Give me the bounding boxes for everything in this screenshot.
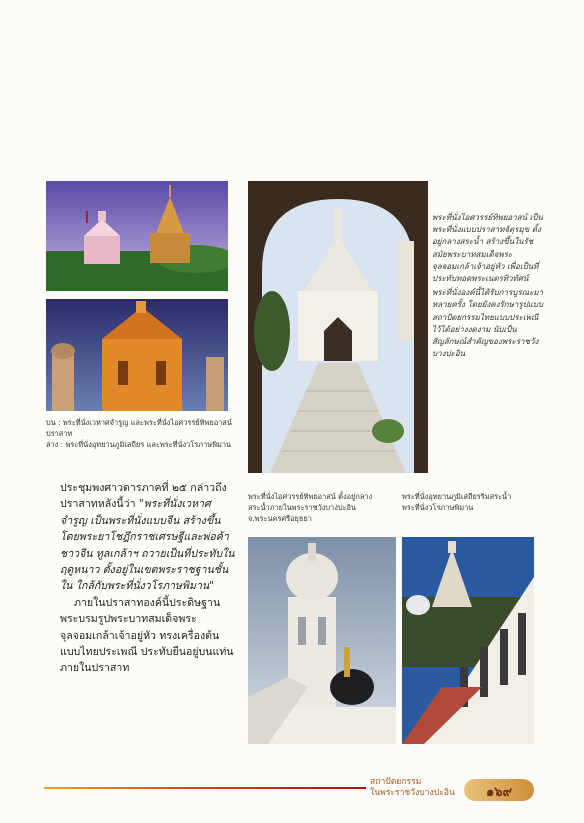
body-para2: ภายในปราสาทองค์นี้ประดิษฐานพระบรมรูปพระบาทสมเด็จพระจุลจอมเกล้าเจ้าอยู่หัว ทรงเครื่องต้นแบบไทยประเพณี ประทับยืนอยู่บนแท่นภายในปราสาท xyxy=(60,596,234,675)
photo-arcade-gallery xyxy=(402,537,534,744)
side-text-para2: พระที่นั่งองค์นี้ได้รับการบูรณะมาหลายครั้ง โดยยังคงรักษารูปแบบสถาปัตยกรรมไทยแบบประเพณีไว้ได้อย่างงดงาม นับเป็นสัญลักษณ์สำคัญของพระราชวังบางปะอิน xyxy=(432,288,544,359)
body-para1-quote: "พระที่นั่งเวหาศจำรูญ เป็นพระที่นั่งแบบจีน สร้างขึ้นโดยพระยาโชฎึกราชเศรษฐีและพ่อค้าชาวจีน ทูลเกล้าฯ ถวายเป็นที่ประทับในฤดูหนาว ตั้งอยู่ในเขตพระราชฐานชั้นใน ใกล้กับพระที่นั่งวโรภาษพิมาน" xyxy=(60,498,235,593)
caption-right-line1: พระที่นั่งอุทยานภูมิเสถียรริมสระน้ำ xyxy=(402,492,512,501)
caption-left-line3: ล่าง : พระที่นั่งอุทยานภูมิเสถียร และพระที่นั่งวโรภาษพิมาน xyxy=(46,440,232,449)
side-text-para1: พระที่นั่งไอศวรรย์ทิพยอาสน์ เป็นพระที่นั่งแบบปราสาทจัตุรมุข ตั้งอยู่กลางสระน้ำ สร้างขึ้นในรัชสมัยพระบาทสมเด็จพระจุลจอมเกล้าเจ้าอยู่หัว เพื่อเป็นที่ประทับทอดพระเนตรทิวทัศน์ xyxy=(432,213,543,284)
body-text-column xyxy=(60,480,236,770)
photo-golden-temple xyxy=(46,299,228,411)
caption-left-line2: ปราสาท xyxy=(46,429,73,438)
page-number: ๑๖๙ xyxy=(485,785,513,800)
photo-white-pavilion-arch xyxy=(248,181,428,473)
caption-left-photos xyxy=(46,417,236,450)
footer-title-line1: สถาปัตยกรรม xyxy=(370,777,422,787)
caption-mid-line3: จ.พระนครศรีอยุธยา xyxy=(248,514,312,523)
caption-mid-line1: พระที่นั่งไอศวรรย์ทิพยอาสน์ ตั้งอยู่กลาง xyxy=(248,492,373,501)
page-number-badge xyxy=(464,779,534,801)
side-text-column xyxy=(432,212,544,470)
body-para1-text: ประชุมพงศาวดารภาคที่ ๒๕ กล่าวถึงปราสาทหลังนี้ว่า xyxy=(60,482,227,511)
caption-mid-bottom xyxy=(248,491,398,524)
footer-section-title xyxy=(370,777,455,799)
footer-rule xyxy=(44,787,366,789)
caption-right-line2: พระที่นั่งวโรภาษพิมาน xyxy=(402,503,474,512)
footer-title-line2: ในพระราชวังบางปะอิน xyxy=(370,788,455,798)
body-para1 xyxy=(60,480,236,595)
caption-left-line1: บน : พระที่นั่งเวหาศจำรูญ และพระที่นั่งไอศวรรย์ทิพยอาสน์ xyxy=(46,418,232,427)
caption-mid-line2: สระน้ำภายในพระราชวังบางปะอิน xyxy=(248,503,356,512)
photo-palace-garden xyxy=(46,181,228,291)
caption-right-bottom xyxy=(402,491,542,513)
photo-white-tower xyxy=(248,537,396,744)
